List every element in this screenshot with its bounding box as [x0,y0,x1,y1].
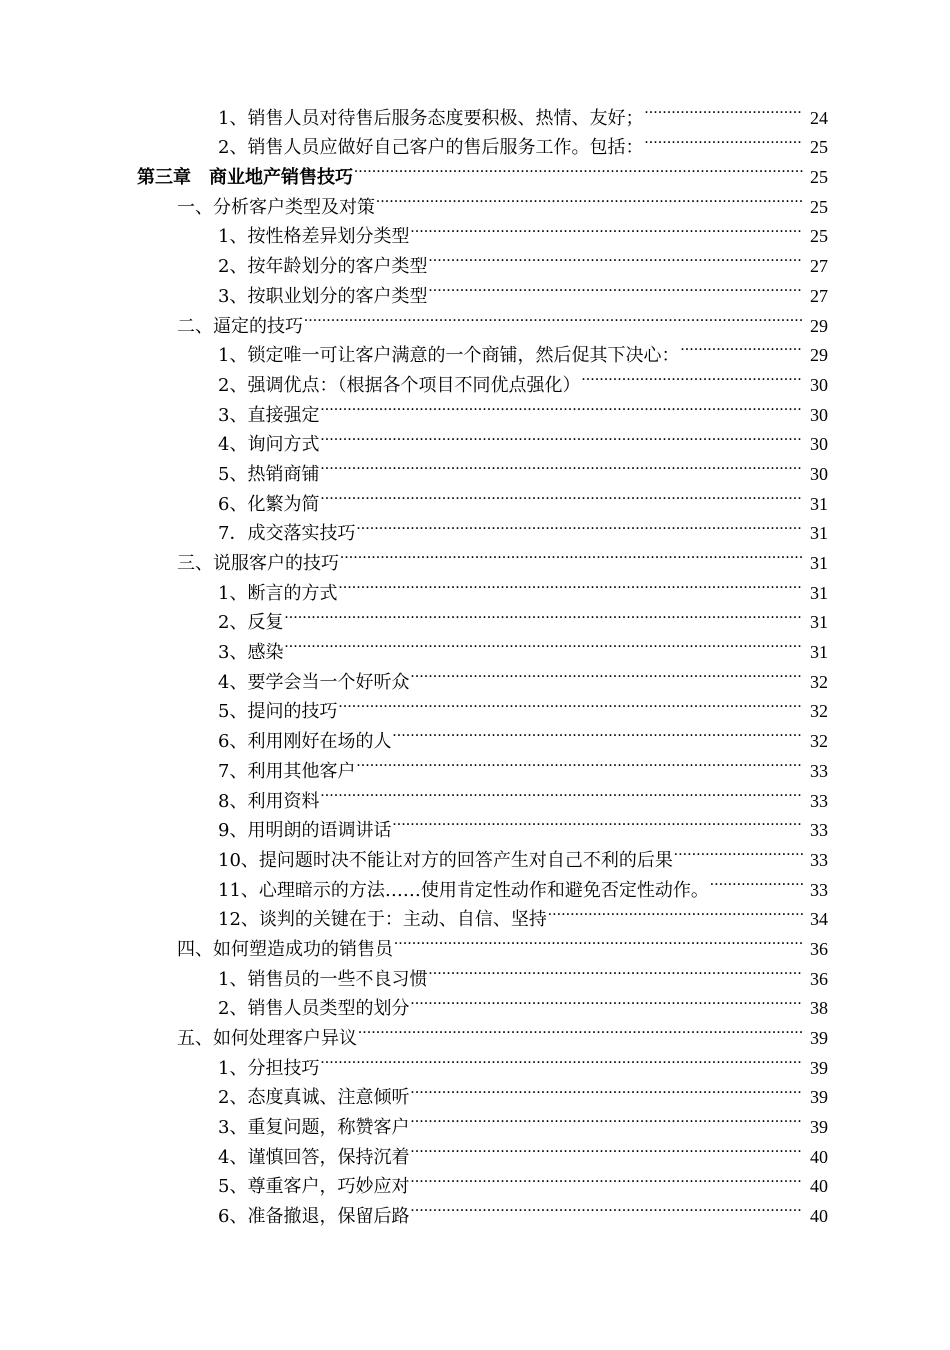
toc-entry[interactable] [0,747,950,782]
toc-entry[interactable] [0,896,950,931]
toc-dot-leader [356,510,803,540]
toc-dot-leader [354,153,803,183]
toc-dot-leader [320,1044,803,1074]
toc-page-number: 30 [810,374,828,395]
toc-entry[interactable] [0,1103,950,1139]
toc-entry-label: 2、按年龄划分的客户类型 [218,256,428,278]
toc-page-number: 25 [810,196,828,217]
toc-entry[interactable] [0,510,950,545]
toc-entry[interactable] [0,480,950,515]
toc-dot-leader [410,1103,803,1133]
toc-page-number: 31 [810,612,828,633]
toc-entry-label: 1、按性格差异划分类型 [218,226,410,248]
toc-dot-leader [392,717,803,747]
toc-entry[interactable] [0,1163,950,1198]
toc-page-number: 33 [810,760,828,781]
toc-entry-label: 2、态度真诚、注意倾听 [218,1087,410,1109]
toc-page-number: 29 [810,345,828,366]
toc-page-number: 32 [810,731,828,752]
toc-dot-leader [320,777,803,807]
toc-entry[interactable] [0,421,950,456]
toc-dot-leader [581,361,803,391]
toc-entry[interactable] [0,599,950,634]
toc-entry-label: 3、感染 [218,642,284,664]
toc-dot-leader [284,599,803,629]
toc-page-number: 25 [810,226,828,247]
toc-entry[interactable] [0,94,950,129]
toc-page-number: 40 [810,1146,828,1167]
toc-dot-leader [338,569,803,599]
toc-entry[interactable] [0,777,950,812]
toc-entry-label: 1、分担技巧 [218,1057,320,1079]
toc-entry[interactable] [0,985,950,1020]
toc-entry[interactable] [0,955,950,990]
toc-entry[interactable] [0,658,950,693]
toc-entry[interactable] [0,124,950,159]
toc-dot-leader [320,480,803,510]
toc-page-number: 40 [810,1206,828,1227]
toc-page-number: 27 [810,285,828,306]
toc-entry-label: 5、尊重客户，巧妙应对 [218,1176,410,1198]
toc-page-number: 30 [810,404,828,425]
toc-dot-leader [340,539,803,569]
toc-dot-leader [410,1192,803,1222]
toc-entry[interactable] [0,1014,950,1049]
toc-dot-leader [428,242,803,272]
toc-entry[interactable] [0,866,950,901]
toc-entry[interactable] [0,332,950,367]
toc-entry[interactable] [0,1133,950,1168]
toc-dot-leader [710,866,803,896]
toc-page-number: 29 [810,315,828,336]
toc-entry-label: 1、销售人员对待售后服务态度要积极、热情、友好； [218,107,644,129]
toc-entry[interactable] [0,717,950,753]
toc-entry[interactable] [0,688,950,723]
toc-entry-label: 9、用明朗的语调讲话 [218,820,392,842]
toc-page-number: 32 [810,701,828,722]
toc-page-number: 36 [810,938,828,959]
toc-entry[interactable] [0,183,950,218]
toc-page-number: 39 [810,1087,828,1108]
toc-dot-leader [644,94,803,124]
toc-entry-label: 2、销售人员类型的划分 [218,998,410,1020]
toc-dot-leader [410,985,803,1015]
toc-page-number: 39 [810,1057,828,1078]
toc-entry-label: 8、利用资料 [218,790,320,812]
toc-entry-label: 四、如何塑造成功的销售员 [177,938,393,960]
toc-dot-leader [644,124,803,154]
toc-dot-leader [392,807,803,837]
toc-entry[interactable] [0,450,950,485]
toc-entry[interactable] [0,391,950,426]
toc-page-number: 31 [810,493,828,514]
toc-entry[interactable] [0,539,950,574]
toc-entry-label: 3、直接强定 [218,404,320,426]
toc-page-number: 25 [810,137,828,158]
toc-dot-leader [284,628,803,658]
toc-dot-leader [320,391,803,421]
toc-page-number: 31 [810,523,828,544]
toc-page-number: 39 [810,1028,828,1048]
toc-entry[interactable] [0,213,950,248]
toc-dot-leader [358,1014,803,1044]
toc-entry[interactable] [0,569,950,604]
toc-dot-leader [410,1163,803,1193]
toc-page-number: 27 [810,256,828,277]
toc-entry-label: 2、销售人员应做好自己客户的售后服务工作。包括： [218,137,644,159]
toc-entry-label: 一、分析客户类型及对策 [177,196,375,218]
toc-page-number: 38 [810,998,828,1019]
toc-entry-label: 第三章 商业地产销售技巧 [137,167,353,189]
toc-dot-leader [428,272,803,302]
toc-dot-leader [320,421,803,451]
toc-entry[interactable] [0,242,950,278]
toc-page-number: 39 [810,1117,828,1138]
toc-entry[interactable] [0,272,950,307]
table-of-contents [0,94,950,1228]
toc-entry[interactable] [0,1192,950,1228]
toc-page-number: 33 [810,879,828,900]
toc-dot-leader [394,925,803,955]
toc-dot-leader [548,896,803,926]
toc-entry-label: 1、销售员的一些不良习惯 [218,968,428,990]
toc-entry[interactable] [0,1044,950,1079]
toc-page-number: 30 [810,463,828,484]
toc-page-number: 25 [810,167,828,188]
toc-entry-label: 4、询问方式 [218,434,320,456]
toc-page-number: 32 [810,671,828,692]
toc-dot-leader [376,183,803,213]
toc-page-number: 34 [810,909,828,930]
toc-entry-label: 6、化繁为简 [218,493,320,515]
toc-page-number: 36 [810,968,828,989]
toc-entry-label: 5、热销商铺 [218,463,320,485]
toc-entry[interactable] [0,807,950,842]
toc-entry-label: 五、如何处理客户异议 [177,1028,357,1049]
toc-entry[interactable] [0,153,950,189]
toc-entry-label: 二、逼定的技巧 [177,315,303,337]
toc-dot-leader [338,688,803,718]
toc-dot-leader [304,302,803,332]
toc-entry-label: 2、强调优点：（根据各个项目不同优点强化） [218,374,581,396]
toc-entry-label: 3、重复问题，称赞客户 [218,1117,410,1139]
toc-page-number: 24 [810,107,828,128]
toc-entry-label: 5、提问的技巧 [218,701,338,723]
toc-entry-label: 7、利用其他客户 [218,760,356,782]
toc-page-number: 31 [810,582,828,603]
toc-entry-label: 3、按职业划分的客户类型 [218,285,428,307]
toc-entry-label: 三、说服客户的技巧 [177,553,339,574]
toc-entry-label: 12、谈判的关键在于：主动、自信、坚持 [218,909,547,931]
toc-entry-label: 6、利用刚好在场的人 [218,731,392,753]
toc-page-number: 31 [810,553,828,573]
toc-page-number: 33 [810,849,828,870]
toc-entry-label: 4、谨慎回答，保持沉着 [218,1146,410,1168]
toc-dot-leader [410,213,803,243]
toc-page-number: 40 [810,1176,828,1197]
toc-dot-leader [320,450,803,480]
toc-page-number: 33 [810,790,828,811]
toc-entry-label: 10、提问题时决不能让对方的回答产生对自己不利的后果 [218,849,673,871]
toc-entry-label: 4、要学会当一个好听众 [218,671,410,693]
toc-dot-leader [674,836,803,866]
toc-entry[interactable] [0,836,950,871]
toc-page-number: 30 [810,434,828,455]
toc-dot-leader [410,658,803,688]
toc-dot-leader [356,747,803,777]
toc-dot-leader [410,1074,803,1104]
toc-entry-label: 1、锁定唯一可让客户满意的一个商铺，然后促其下决心： [218,345,680,367]
toc-entry[interactable] [0,628,950,664]
toc-dot-leader [410,1133,803,1163]
toc-entry[interactable] [0,1074,950,1109]
toc-entry-label: 6、准备撤退，保留后路 [218,1206,410,1228]
toc-entry[interactable] [0,361,950,396]
toc-entry[interactable] [0,925,950,960]
toc-entry[interactable] [0,302,950,337]
toc-entry-label: 11、心理暗示的方法……使用肯定性动作和避免否定性动作。 [218,879,709,901]
toc-entry-label: 7．成交落实技巧 [218,523,356,545]
toc-dot-leader [680,332,803,362]
toc-page-number: 31 [810,642,828,663]
toc-page-number: 33 [810,820,828,841]
toc-entry-label: 2、反复 [218,612,284,634]
toc-dot-leader [428,955,803,985]
toc-entry-label: 1、断言的方式 [218,582,338,604]
